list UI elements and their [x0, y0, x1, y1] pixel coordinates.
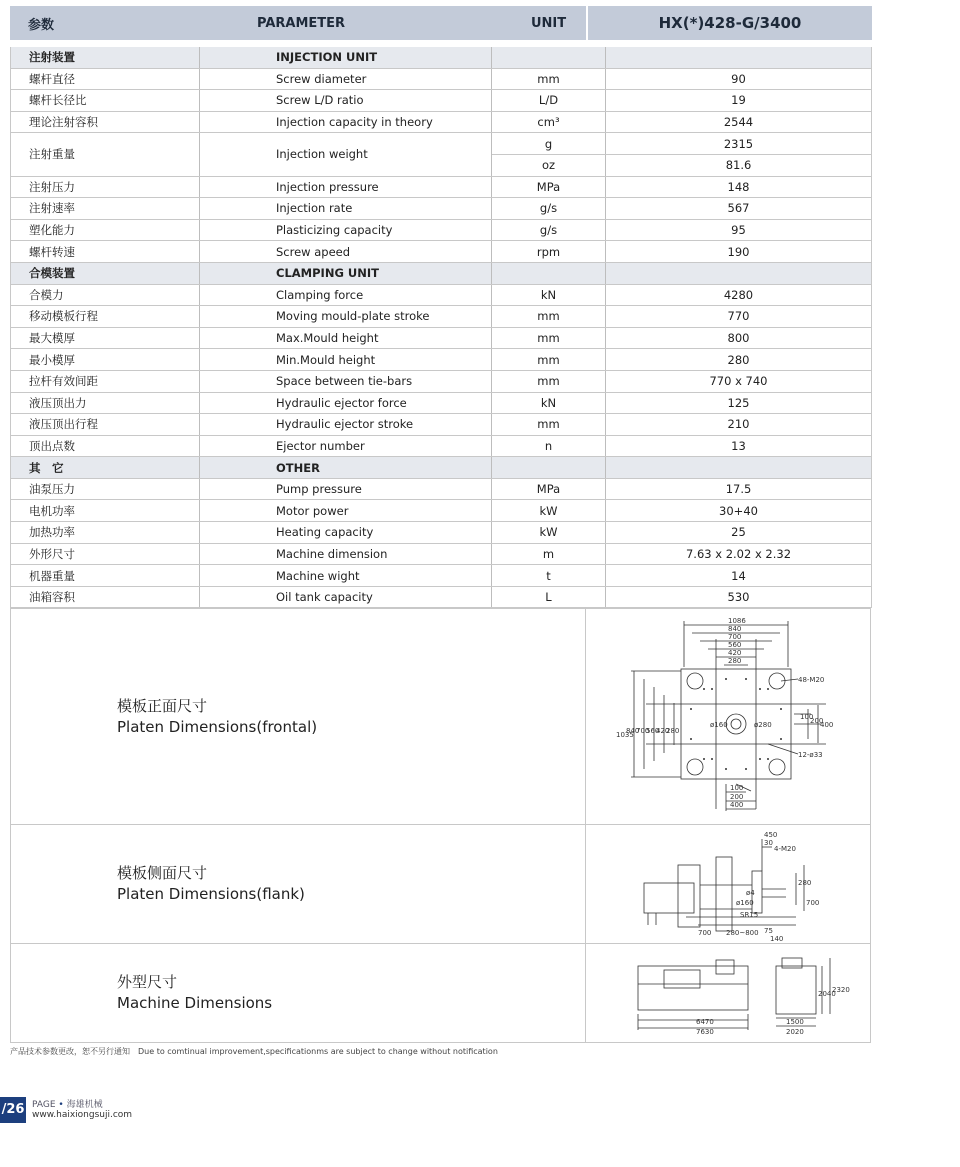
param-unit: g/s [492, 198, 606, 220]
frontal-label-en: Platen Dimensions(frontal) [117, 717, 318, 736]
param-unit: kN [492, 392, 606, 414]
table-row [11, 68, 872, 90]
section-title-en: CLAMPING UNIT [200, 262, 492, 284]
flank-label-cn: 模板侧面尺寸 [117, 864, 208, 882]
table-row [11, 306, 872, 328]
machine-label-cn: 外型尺寸 [117, 973, 178, 991]
param-en: Injection weight [200, 133, 492, 176]
section-title-cn: 合模装置 [11, 262, 200, 284]
param-unit: mm [492, 349, 606, 371]
header-model: HX(*)428-G/3400 [586, 6, 872, 40]
section-title-cn: 注射装置 [11, 47, 200, 68]
section-value-cell [606, 47, 872, 68]
frontal-label [11, 609, 586, 824]
param-unit: mm [492, 306, 606, 328]
dimension-label: 200 [810, 717, 824, 725]
spec-sheet [10, 6, 872, 608]
table-row [11, 565, 872, 587]
param-cn: 注射速率 [11, 198, 200, 220]
dimension-label: 75 [764, 927, 773, 935]
flank-row [11, 824, 870, 943]
spec-table [10, 47, 872, 608]
param-en: Oil tank capacity [200, 586, 492, 608]
param-en: Machine dimension [200, 543, 492, 565]
dimension-label: ø4 [746, 889, 755, 897]
dimension-label: 30 [764, 839, 773, 847]
param-unit: m [492, 543, 606, 565]
table-row [11, 414, 872, 436]
company-name: 海雄机械 [66, 1100, 103, 1110]
param-value: 125 [606, 392, 872, 414]
dimension-label: 48-M20 [798, 676, 825, 684]
table-row [11, 349, 872, 371]
param-value: 90 [606, 68, 872, 90]
dimension-label: 280 [666, 727, 680, 735]
table-row [11, 522, 872, 544]
frontal-row [11, 608, 870, 824]
param-unit: n [492, 435, 606, 457]
dimension-label: 280 [798, 879, 812, 887]
param-cn: 螺杆直径 [11, 68, 200, 90]
machine-drawing [586, 944, 870, 1042]
param-unit: L [492, 586, 606, 608]
table-row [11, 543, 872, 565]
machine-svg [586, 944, 870, 1042]
dimension-label: 4-M20 [774, 845, 796, 853]
flank-label-en: Platen Dimensions(flank) [117, 885, 305, 903]
param-unit: cm³ [492, 111, 606, 133]
table-row [11, 176, 872, 198]
param-en: Screw diameter [200, 68, 492, 90]
dimension-label: 560 [728, 641, 742, 649]
section-title-en: INJECTION UNIT [200, 47, 492, 68]
param-cn: 移动模板行程 [11, 306, 200, 328]
param-value: 14 [606, 565, 872, 587]
table-row [11, 284, 872, 306]
dimension-label: 560 [646, 727, 660, 735]
table-row [11, 392, 872, 414]
footnote: 产品技术参数更改，恕不另行通知 Due to comtinual improvement,specificationms are subject to change without notification [10, 1047, 498, 1056]
param-value: 567 [606, 198, 872, 220]
dimension-label: 1086 [728, 617, 746, 625]
param-cn: 理论注射容积 [11, 111, 200, 133]
param-unit: kN [492, 284, 606, 306]
param-cn: 油泵压力 [11, 478, 200, 500]
machine-label-en: Machine Dimensions [117, 994, 273, 1012]
param-value: 7.63 x 2.02 x 2.32 [606, 543, 872, 565]
dimension-label: 420 [656, 727, 670, 735]
dimension-label: ø280 [754, 721, 772, 729]
dimension-label: 400 [820, 721, 834, 729]
table-row [11, 478, 872, 500]
dimension-label: 2020 [786, 1028, 804, 1036]
param-cn: 最大模厚 [11, 327, 200, 349]
param-value: 770 [606, 306, 872, 328]
section-unit-cell [492, 47, 606, 68]
dimension-label: 400 [730, 801, 744, 809]
table-row [11, 111, 872, 133]
param-unit: g/s [492, 219, 606, 241]
param-unit: g [492, 133, 606, 155]
param-cn: 最小模厚 [11, 349, 200, 371]
dimension-label: 2320 [832, 986, 850, 994]
param-en: Moving mould-plate stroke [200, 306, 492, 328]
param-value: 25 [606, 522, 872, 544]
param-unit: MPa [492, 478, 606, 500]
section-row [11, 262, 872, 284]
param-en: Ejector number [200, 435, 492, 457]
dimension-label: 6470 [696, 1018, 714, 1026]
table-row [11, 241, 872, 263]
table-header [10, 6, 872, 40]
table-row [11, 198, 872, 220]
param-en: Motor power [200, 500, 492, 522]
param-cn: 电机功率 [11, 500, 200, 522]
dimension-label: 840 [728, 625, 742, 633]
param-en: Screw apeed [200, 241, 492, 263]
header-unit: UNIT [531, 15, 567, 31]
param-cn: 液压顶出力 [11, 392, 200, 414]
header-cn: 参数 [28, 17, 55, 33]
param-value: 17.5 [606, 478, 872, 500]
dimension-label: 100 [800, 713, 814, 721]
dimension-label: 200 [730, 793, 744, 801]
dimension-label: 700 [728, 633, 742, 641]
param-value: 530 [606, 586, 872, 608]
param-cn: 油箱容积 [11, 586, 200, 608]
section-row [11, 47, 872, 68]
param-en: Plasticizing capacity [200, 219, 492, 241]
dimension-label: 2040 [818, 990, 836, 998]
param-value: 4280 [606, 284, 872, 306]
param-cn: 外形尺寸 [11, 543, 200, 565]
dimension-drawings [10, 608, 871, 1043]
param-cn: 液压顶出行程 [11, 414, 200, 436]
param-value: 81.6 [606, 154, 872, 176]
param-value: 148 [606, 176, 872, 198]
param-cn: 机器重量 [11, 565, 200, 587]
param-unit: L/D [492, 90, 606, 112]
param-unit: mm [492, 370, 606, 392]
param-value: 2315 [606, 133, 872, 155]
param-value: 30+40 [606, 500, 872, 522]
machine-row [11, 943, 870, 1042]
param-value: 770 x 740 [606, 370, 872, 392]
param-en: Injection pressure [200, 176, 492, 198]
param-cn: 合模力 [11, 284, 200, 306]
section-title-en: OTHER [200, 457, 492, 479]
section-value-cell [606, 262, 872, 284]
dimension-label: 280 [728, 657, 742, 665]
table-row [11, 500, 872, 522]
param-cn: 加热功率 [11, 522, 200, 544]
param-cn: 顶出点数 [11, 435, 200, 457]
param-en: Pump pressure [200, 478, 492, 500]
param-en: Max.Mould height [200, 327, 492, 349]
param-value: 210 [606, 414, 872, 436]
param-en: Hydraulic ejector force [200, 392, 492, 414]
dimension-label: 700 [698, 929, 712, 937]
table-row [11, 435, 872, 457]
section-row [11, 457, 872, 479]
param-value: 2544 [606, 111, 872, 133]
frontal-drawing [586, 609, 870, 824]
param-en: Min.Mould height [200, 349, 492, 371]
param-unit: rpm [492, 241, 606, 263]
header-parameter: PARAMETER [257, 15, 346, 31]
param-en: Screw L/D ratio [200, 90, 492, 112]
dimension-label: 140 [770, 935, 784, 943]
flank-drawing [586, 825, 870, 943]
param-unit: mm [492, 327, 606, 349]
flank-svg [586, 825, 870, 943]
table-row [11, 219, 872, 241]
dimension-label: 700 [806, 899, 820, 907]
dimension-label: 100 [730, 784, 744, 792]
param-unit: kW [492, 500, 606, 522]
param-en: Space between tie-bars [200, 370, 492, 392]
table-row [11, 133, 872, 155]
param-cn: 注射压力 [11, 176, 200, 198]
dimension-label: ø160 [710, 721, 728, 729]
page-number: /26 [0, 1097, 26, 1123]
param-cn: 拉杆有效间距 [11, 370, 200, 392]
param-en: Injection rate [200, 198, 492, 220]
param-cn: 注射重量 [11, 133, 200, 176]
website: www.haixiongsuji.com [32, 1110, 133, 1120]
param-en: Clamping force [200, 284, 492, 306]
section-title-cn: 其 它 [11, 457, 200, 479]
param-en: Hydraulic ejector stroke [200, 414, 492, 436]
frontal-label-cn: 模板正面尺寸 [117, 696, 208, 715]
param-unit: MPa [492, 176, 606, 198]
dimension-label: ø160 [736, 899, 754, 907]
dimension-label: 420 [728, 649, 742, 657]
dimension-label: 1500 [786, 1018, 804, 1026]
param-value: 190 [606, 241, 872, 263]
section-value-cell [606, 457, 872, 479]
param-unit: oz [492, 154, 606, 176]
param-unit: mm [492, 68, 606, 90]
dimension-label: 840 [626, 727, 640, 735]
machine-label [11, 944, 586, 1042]
dimension-label: 450 [764, 831, 778, 839]
table-row [11, 370, 872, 392]
param-unit: t [492, 565, 606, 587]
page-line: PAGE • 海雄机械 [32, 1100, 103, 1110]
param-value: 800 [606, 327, 872, 349]
param-unit: kW [492, 522, 606, 544]
param-unit: mm [492, 414, 606, 436]
dimension-label: 1035 [616, 731, 634, 739]
table-row [11, 327, 872, 349]
frontal-svg [586, 609, 870, 824]
param-value: 13 [606, 435, 872, 457]
dimension-label: 7630 [696, 1028, 714, 1036]
param-en: Injection capacity in theory [200, 111, 492, 133]
dimension-label: 280~800 [726, 929, 759, 937]
param-cn: 螺杆转速 [11, 241, 200, 263]
param-value: 95 [606, 219, 872, 241]
dimension-label: 12-ø33 [798, 751, 823, 759]
section-unit-cell [492, 262, 606, 284]
dimension-label: SR15 [740, 911, 759, 919]
param-en: Heating capacity [200, 522, 492, 544]
param-cn: 螺杆长径比 [11, 90, 200, 112]
flank-label [11, 825, 586, 943]
param-value: 19 [606, 90, 872, 112]
page-label: PAGE [32, 1100, 56, 1110]
section-unit-cell [492, 457, 606, 479]
table-row [11, 90, 872, 112]
table-row [11, 586, 872, 608]
param-cn: 塑化能力 [11, 219, 200, 241]
dimension-label: 700 [636, 727, 650, 735]
param-value: 280 [606, 349, 872, 371]
param-en: Machine wight [200, 565, 492, 587]
